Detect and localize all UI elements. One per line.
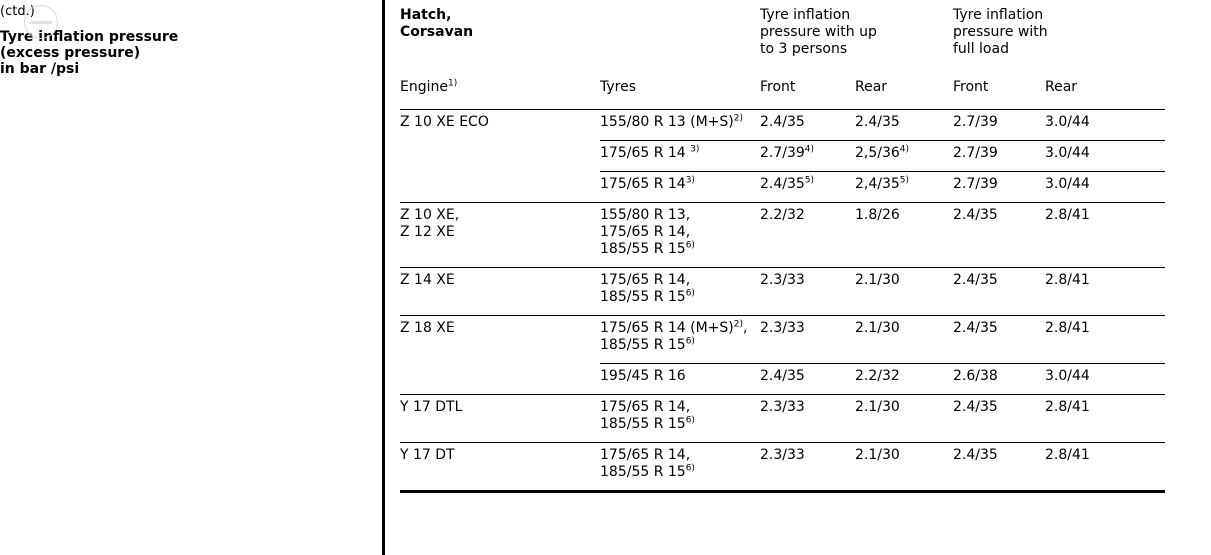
pressure-front-full (953, 203, 1045, 268)
pressure-front-persons (760, 364, 855, 395)
tyre-size (600, 368, 760, 385)
tyre-size (600, 224, 760, 241)
continued-note (0, 4, 330, 20)
footnote-ref: 2) (733, 113, 744, 124)
pressure-rear-full (1045, 203, 1165, 268)
footnote-ref: 4) (899, 144, 910, 155)
tyre-size (600, 145, 760, 162)
column-header-engine (400, 79, 600, 110)
table-bottom-rule (400, 490, 1165, 493)
pressure-rear-persons-value: 2.1/30 (855, 272, 900, 288)
table-row (400, 443, 1165, 491)
pressure-front-persons-value: 2.4/35 (760, 114, 805, 130)
group-heading-persons: Tyre inflation pressure with up to 3 persons (760, 7, 877, 57)
pressure-rear-persons (855, 172, 953, 203)
pressure-front-persons-value: 2.3/33 (760, 320, 805, 336)
pressure-front-full-value: 2.7/39 (953, 145, 998, 161)
footnote-ref: 4) (804, 144, 815, 155)
continued-label: (ctd.) (0, 4, 35, 19)
pressure-front-persons (760, 172, 855, 203)
engine-cell (400, 364, 600, 395)
sidebar (0, 4, 330, 77)
tyres-cell (600, 110, 760, 141)
table-row (400, 203, 1165, 268)
engine-name: Y 17 DT (400, 447, 455, 463)
tyre-size (600, 416, 760, 433)
pressure-front-full-value: 2.4/35 (953, 272, 998, 288)
pressure-rear-full (1045, 268, 1165, 316)
column-header-front-full: Front (953, 79, 1045, 110)
pressure-rear-persons (855, 203, 953, 268)
tyre-size-text: 185/55 R 15 (600, 241, 686, 257)
table-row (400, 364, 1165, 395)
engine-name: Z 10 XE, (400, 207, 460, 223)
pressure-rear-persons-value: 1.8/26 (855, 207, 900, 223)
pressure-rear-persons (855, 268, 953, 316)
tyres-cell (600, 364, 760, 395)
pressure-rear-full (1045, 443, 1165, 491)
tyre-size (600, 241, 760, 258)
tyre-size-text: 185/55 R 15 (600, 337, 686, 353)
pressure-front-persons (760, 141, 855, 172)
table-header-row (400, 0, 1165, 79)
footnote-ref: 3) (685, 175, 695, 186)
pressure-front-full-value: 2.7/39 (953, 176, 998, 192)
table-row (400, 110, 1165, 141)
pressure-rear-persons-value: 2.1/30 (855, 447, 900, 463)
engine-cell (400, 268, 600, 316)
tyres-cell (600, 443, 760, 491)
pressure-front-persons (760, 110, 855, 141)
engine-cell (400, 141, 600, 172)
pressure-rear-persons (855, 364, 953, 395)
pressure-rear-full-value: 2.8/41 (1045, 207, 1090, 223)
tyre-size-text: 195/45 R 16 (600, 368, 686, 384)
pressure-rear-persons (855, 110, 953, 141)
footnote-ref: 6) (685, 336, 695, 347)
pressure-front-full (953, 395, 1045, 443)
pressure-rear-full-value: 2.8/41 (1045, 320, 1090, 336)
column-header-front: Front (760, 79, 855, 110)
pressure-front-persons-value: 2.3/33 (760, 272, 805, 288)
pressure-rear-full-value: 3.0/44 (1045, 114, 1090, 130)
engine-cell (400, 172, 600, 203)
engine-label: Engine (400, 79, 448, 95)
engine-cell (400, 110, 600, 141)
column-header-row (400, 79, 1165, 110)
tyre-size (600, 399, 760, 416)
tyre-size (600, 176, 760, 193)
pressure-front-full-value: 2.4/35 (953, 399, 998, 415)
footnote-ref: 6) (685, 415, 695, 426)
table-row (400, 395, 1165, 443)
column-header-rear: Rear (855, 79, 953, 110)
pressure-front-full (953, 141, 1045, 172)
pressure-front-persons-value: 2.3/33 (760, 399, 805, 415)
engine-cell (400, 443, 600, 491)
tyre-size-text: 175/65 R 14, (600, 272, 691, 288)
tyre-pressure-table-area (400, 0, 1200, 493)
tyre-size-text: 175/65 R 14, (600, 399, 691, 415)
tyre-size-text: 185/55 R 15 (600, 289, 686, 305)
pressure-front-full-value: 2.4/35 (953, 207, 998, 223)
tyres-cell (600, 395, 760, 443)
pressure-rear-full-value: 3.0/44 (1045, 176, 1090, 192)
pressure-front-full-value: 2.4/35 (953, 320, 998, 336)
pressure-front-persons (760, 316, 855, 364)
tyre-size-suffix: , (743, 320, 748, 336)
engine-name: Z 12 XE (400, 224, 455, 240)
tyre-size (600, 114, 760, 131)
engine-cell (400, 203, 600, 268)
footnote-ref: 6) (685, 288, 695, 299)
pressure-rear-full (1045, 316, 1165, 364)
pressure-front-full (953, 268, 1045, 316)
pressure-front-full-value: 2.7/39 (953, 114, 998, 130)
pressure-front-persons (760, 203, 855, 268)
tyre-size-text: 155/80 R 13 (M+S) (600, 114, 734, 130)
pressure-rear-persons-value: 2.1/30 (855, 399, 900, 415)
pressure-rear-persons (855, 141, 953, 172)
table-row (400, 172, 1165, 203)
tyres-cell (600, 268, 760, 316)
tyres-cell (600, 172, 760, 203)
pressure-front-persons-value: 2.3/33 (760, 447, 805, 463)
pressure-front-full-value: 2.6/38 (953, 368, 998, 384)
tyre-size (600, 464, 760, 481)
pressure-rear-persons (855, 443, 953, 491)
pressure-rear-persons (855, 395, 953, 443)
tyre-size (600, 447, 760, 464)
pressure-rear-persons-value: 2.1/30 (855, 320, 900, 336)
tyre-size (600, 272, 760, 289)
tyres-cell (600, 203, 760, 268)
tyre-size (600, 337, 760, 354)
table-row (400, 268, 1165, 316)
pressure-rear-full-value: 2.8/41 (1045, 447, 1090, 463)
pressure-front-full (953, 172, 1045, 203)
pressure-front-persons-value: 2.7/39 (760, 145, 805, 161)
brand-logo-watermark (24, 5, 58, 39)
pressure-rear-persons-value: 2.4/35 (855, 114, 900, 130)
pressure-rear-persons-value: 2,4/35 (855, 176, 900, 192)
pressure-front-persons-value: 2.4/35 (760, 176, 805, 192)
column-header-rear-full: Rear (1045, 79, 1165, 110)
pressure-rear-full (1045, 141, 1165, 172)
tyre-size-text: 175/65 R 14 (600, 176, 686, 192)
pressure-rear-full (1045, 364, 1165, 395)
footnote-ref: 1) (447, 78, 458, 89)
tyre-size (600, 207, 760, 224)
footnote-ref: 6) (685, 240, 695, 251)
engine-name: Z 14 XE (400, 272, 455, 288)
engine-name: Z 10 XE ECO (400, 114, 489, 130)
pressure-front-persons (760, 443, 855, 491)
pressure-rear-full (1045, 172, 1165, 203)
table-row (400, 141, 1165, 172)
tyre-pressure-table (400, 0, 1165, 490)
pressure-front-full (953, 110, 1045, 141)
pressure-rear-full-value: 3.0/44 (1045, 368, 1090, 384)
tyre-size-text: 175/65 R 14, (600, 224, 691, 240)
section-title: Tyre inflation pressure (excess pressure) in bar /psi (0, 29, 179, 77)
pressure-front-full (953, 364, 1045, 395)
pressure-front-persons-value: 2.2/32 (760, 207, 805, 223)
engine-cell (400, 316, 600, 364)
tyre-size (600, 289, 760, 306)
pressure-rear-persons-value: 2.2/32 (855, 368, 900, 384)
engine-name: Z 18 XE (400, 320, 455, 336)
pressure-front-persons (760, 395, 855, 443)
engine-cell (400, 395, 600, 443)
footnote-ref: 3) (690, 144, 700, 155)
vertical-divider (382, 0, 385, 555)
pressure-front-persons (760, 268, 855, 316)
pressure-rear-persons (855, 316, 953, 364)
tyre-size-text: 185/55 R 15 (600, 416, 686, 432)
tyre-size (600, 320, 760, 337)
table-body (400, 110, 1165, 491)
pressure-rear-full (1045, 395, 1165, 443)
column-header-tyres: Tyres (600, 79, 760, 110)
tyre-size-text: 175/65 R 14 (M+S) (600, 320, 734, 336)
footnote-ref: 2) (733, 319, 744, 330)
tyre-size-text: 175/65 R 14 (600, 145, 691, 161)
tyre-size-text: 175/65 R 14, (600, 447, 691, 463)
footnote-ref: 5) (804, 175, 815, 186)
pressure-front-full (953, 316, 1045, 364)
pressure-front-persons-value: 2.4/35 (760, 368, 805, 384)
group-heading-full-load: Tyre inflation pressure with full load (953, 7, 1048, 57)
pressure-rear-persons-value: 2,5/36 (855, 145, 900, 161)
footnote-ref: 5) (899, 175, 910, 186)
tyre-size-text: 155/80 R 13, (600, 207, 691, 223)
pressure-front-full (953, 443, 1045, 491)
footnote-ref: 6) (685, 463, 695, 474)
table-row (400, 316, 1165, 364)
pressure-front-full-value: 2.4/35 (953, 447, 998, 463)
tyre-size-text: 185/55 R 15 (600, 464, 686, 480)
model-heading: Hatch, Corsavan (400, 7, 474, 40)
pressure-rear-full-value: 3.0/44 (1045, 145, 1090, 161)
pressure-rear-full-value: 2.8/41 (1045, 272, 1090, 288)
engine-name: Y 17 DTL (400, 399, 463, 415)
pressure-rear-full-value: 2.8/41 (1045, 399, 1090, 415)
tyres-cell (600, 316, 760, 364)
pressure-rear-full (1045, 110, 1165, 141)
tyres-cell (600, 141, 760, 172)
